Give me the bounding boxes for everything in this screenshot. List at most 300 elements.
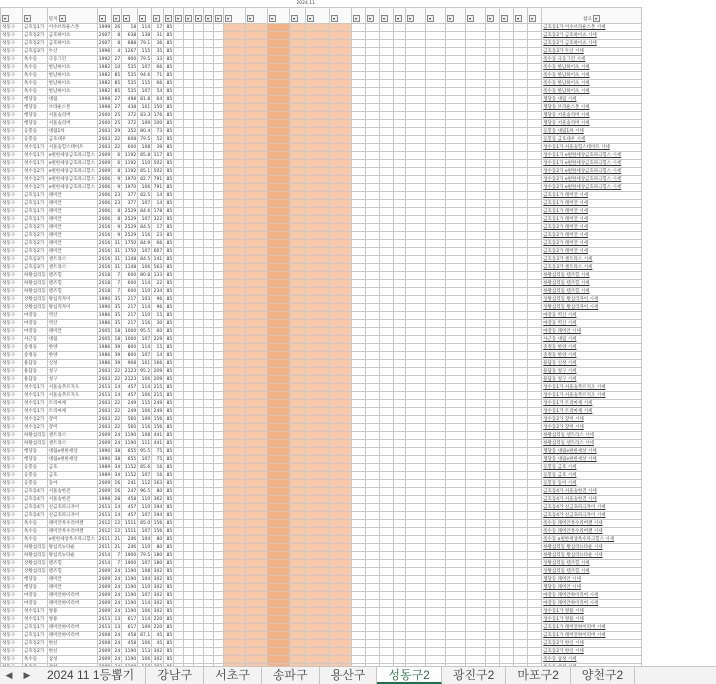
table-cell[interactable] — [528, 296, 542, 304]
table-cell[interactable] — [380, 656, 394, 664]
table-cell[interactable]: 114 — [138, 280, 152, 288]
table-cell[interactable] — [514, 376, 528, 384]
table-cell[interactable] — [290, 392, 306, 400]
table-cell[interactable] — [528, 344, 542, 352]
table-cell[interactable] — [406, 152, 426, 160]
table-cell[interactable]: 1148 — [122, 256, 138, 264]
table-cell[interactable]: 535 — [122, 72, 138, 80]
table-cell[interactable] — [514, 656, 528, 664]
table-cell[interactable] — [204, 368, 214, 376]
table-cell[interactable] — [306, 656, 330, 664]
table-cell[interactable]: 래미안 — [47, 216, 97, 224]
table-cell[interactable] — [194, 360, 204, 368]
table-cell[interactable]: 2009 — [98, 161, 111, 166]
table-row[interactable] — [1, 544, 642, 552]
table-cell[interactable]: 성동구 — [1, 24, 23, 32]
table-cell[interactable]: 성동구 — [1, 168, 23, 176]
table-cell[interactable] — [330, 536, 352, 544]
table-cell[interactable] — [204, 520, 214, 528]
reference-link[interactable]: 금호동2가 금호하이츠 시세 — [542, 32, 642, 40]
table-cell[interactable] — [174, 360, 184, 368]
table-cell[interactable]: 2018 — [98, 281, 111, 286]
table-cell[interactable] — [528, 128, 542, 136]
table-cell[interactable] — [514, 360, 528, 368]
table-cell[interactable]: 535 — [122, 88, 138, 96]
table-cell[interactable] — [214, 344, 224, 352]
table-cell[interactable]: 성동구 — [1, 72, 23, 80]
table-cell[interactable]: 24 — [112, 568, 122, 576]
table-cell[interactable]: 85 — [112, 88, 122, 96]
table-cell[interactable] — [352, 144, 366, 152]
table-cell[interactable] — [214, 408, 224, 416]
table-cell[interactable] — [466, 424, 486, 432]
table-cell[interactable] — [290, 584, 306, 592]
table-cell[interactable] — [246, 56, 268, 64]
table-cell[interactable] — [306, 192, 330, 200]
table-cell[interactable] — [306, 224, 330, 232]
table-cell[interactable] — [500, 272, 514, 280]
table-cell[interactable] — [394, 224, 406, 232]
table-cell[interactable] — [406, 392, 426, 400]
reference-link[interactable]: 옥수동 삼성 시세 — [542, 656, 642, 664]
table-cell[interactable]: 85.0 — [138, 520, 152, 528]
table-cell[interactable] — [268, 240, 290, 248]
table-cell[interactable]: 성동구 — [1, 408, 23, 416]
table-cell[interactable]: 한양 — [47, 344, 97, 352]
table-cell[interactable] — [246, 536, 268, 544]
table-cell[interactable] — [330, 144, 352, 152]
table-row[interactable] — [1, 208, 642, 216]
column-header[interactable] — [194, 8, 204, 24]
table-cell[interactable]: 성동구 — [1, 432, 23, 440]
table-cell[interactable] — [366, 80, 380, 88]
table-cell[interactable] — [204, 256, 214, 264]
table-cell[interactable] — [500, 560, 514, 568]
table-cell[interactable] — [184, 160, 194, 168]
table-cell[interactable] — [394, 352, 406, 360]
table-cell[interactable] — [214, 568, 224, 576]
filter-dropdown-icon[interactable] — [113, 15, 120, 22]
table-cell[interactable] — [426, 416, 446, 424]
table-cell[interactable] — [268, 384, 290, 392]
table-cell[interactable] — [184, 232, 194, 240]
table-cell[interactable] — [194, 440, 204, 448]
table-cell[interactable] — [380, 456, 394, 464]
table-cell[interactable] — [246, 528, 268, 536]
table-cell[interactable] — [246, 560, 268, 568]
table-cell[interactable] — [446, 512, 466, 520]
table-row[interactable] — [1, 192, 642, 200]
table-cell[interactable] — [446, 384, 466, 392]
table-cell[interactable] — [214, 224, 224, 232]
table-cell[interactable]: 246 — [122, 536, 138, 544]
filter-dropdown-icon[interactable] — [139, 15, 146, 22]
column-header[interactable] — [542, 8, 642, 24]
table-cell[interactable] — [268, 272, 290, 280]
table-cell[interactable] — [268, 656, 290, 664]
table-cell[interactable] — [224, 96, 246, 104]
table-cell[interactable] — [184, 592, 194, 600]
table-cell[interactable] — [268, 472, 290, 480]
table-cell[interactable] — [426, 504, 446, 512]
table-cell[interactable] — [380, 496, 394, 504]
table-cell[interactable] — [426, 56, 446, 64]
reference-link[interactable]: 응봉동 금호대우 시세 — [542, 136, 642, 144]
table-cell[interactable] — [174, 104, 184, 112]
table-cell[interactable] — [528, 472, 542, 480]
table-cell[interactable]: 16 — [112, 488, 122, 496]
table-cell[interactable] — [426, 48, 446, 56]
table-cell[interactable] — [426, 80, 446, 88]
table-cell[interactable]: 1190 — [122, 600, 138, 608]
table-cell[interactable]: 107 — [138, 456, 152, 464]
table-cell[interactable] — [306, 488, 330, 496]
table-cell[interactable] — [290, 272, 306, 280]
table-cell[interactable]: 2009 — [98, 601, 111, 606]
table-cell[interactable] — [204, 552, 214, 560]
table-cell[interactable] — [290, 232, 306, 240]
table-cell[interactable] — [366, 48, 380, 56]
table-cell[interactable] — [204, 264, 214, 272]
table-cell[interactable] — [174, 224, 184, 232]
table-cell[interactable]: 114 — [138, 616, 152, 624]
table-cell[interactable] — [486, 64, 500, 72]
table-cell[interactable] — [446, 216, 466, 224]
table-cell[interactable] — [500, 280, 514, 288]
table-cell[interactable]: 하왕십리동 — [24, 281, 46, 286]
table-cell[interactable]: 성동구 — [1, 496, 23, 504]
table-cell[interactable] — [184, 632, 194, 640]
table-cell[interactable] — [306, 168, 330, 176]
table-cell[interactable] — [268, 584, 290, 592]
table-cell[interactable] — [246, 344, 268, 352]
table-cell[interactable] — [224, 624, 246, 632]
table-cell[interactable] — [500, 472, 514, 480]
table-cell[interactable]: 금호 — [47, 472, 97, 480]
table-cell[interactable]: 래미안하이리버 — [47, 632, 97, 640]
table-row[interactable] — [1, 64, 642, 72]
table-cell[interactable] — [246, 88, 268, 96]
table-cell[interactable] — [366, 480, 380, 488]
filter-dropdown-icon[interactable] — [407, 15, 414, 22]
table-cell[interactable]: 성동구 — [1, 360, 23, 368]
table-cell[interactable] — [446, 72, 466, 80]
table-cell[interactable] — [500, 648, 514, 656]
table-cell[interactable] — [486, 360, 500, 368]
table-cell[interactable] — [268, 48, 290, 56]
table-cell[interactable]: 텐즈힐 — [47, 568, 97, 576]
table-cell[interactable] — [466, 104, 486, 112]
table-cell[interactable]: 서울숲한진 — [47, 496, 97, 504]
table-cell[interactable]: 33 — [152, 56, 164, 64]
table-cell[interactable] — [214, 56, 224, 64]
table-cell[interactable]: e편한세상금호파크힐스 — [47, 176, 97, 184]
table-cell[interactable] — [268, 192, 290, 200]
table-cell[interactable]: 457 — [122, 504, 138, 512]
table-cell[interactable]: 107 — [138, 248, 152, 256]
table-cell[interactable] — [394, 96, 406, 104]
table-cell[interactable] — [246, 352, 268, 360]
table-cell[interactable]: 800 — [122, 344, 138, 352]
table-cell[interactable] — [204, 648, 214, 656]
table-cell[interactable]: 73 — [152, 128, 164, 136]
table-cell[interactable] — [268, 560, 290, 568]
table-cell[interactable] — [194, 656, 204, 664]
table-cell[interactable]: 1989 — [98, 465, 111, 470]
prev-sheet-arrow[interactable]: ◀ — [5, 670, 13, 680]
table-cell[interactable] — [174, 568, 184, 576]
table-cell[interactable] — [352, 408, 366, 416]
table-cell[interactable] — [426, 616, 446, 624]
table-cell[interactable] — [466, 624, 486, 632]
table-cell[interactable] — [174, 40, 184, 48]
table-cell[interactable] — [380, 144, 394, 152]
table-cell[interactable]: 87.1 — [138, 632, 152, 640]
table-cell[interactable]: 85 — [164, 104, 174, 112]
table-cell[interactable]: 83.3 — [138, 112, 152, 120]
table-cell[interactable] — [514, 256, 528, 264]
reference-link[interactable]: 용답동 청구 시세 — [542, 376, 642, 384]
table-cell[interactable] — [290, 408, 306, 416]
column-header[interactable] — [426, 8, 446, 24]
reference-link[interactable]: 금호동1가 래미안 시세 — [542, 200, 642, 208]
table-cell[interactable] — [426, 216, 446, 224]
column-header[interactable] — [184, 8, 194, 24]
table-cell[interactable] — [290, 640, 306, 648]
table-cell[interactable] — [268, 448, 290, 456]
table-cell[interactable] — [214, 584, 224, 592]
table-cell[interactable] — [528, 48, 542, 56]
table-cell[interactable]: 502 — [153, 169, 163, 174]
table-cell[interactable] — [246, 488, 268, 496]
table-cell[interactable]: 이수브라운스톤 — [47, 24, 97, 32]
table-cell[interactable] — [394, 568, 406, 576]
table-cell[interactable]: 금호동2가 — [23, 40, 48, 48]
table-cell[interactable]: 12 — [112, 528, 122, 536]
table-cell[interactable]: 한양 — [47, 352, 97, 360]
table-cell[interactable] — [500, 504, 514, 512]
table-cell[interactable] — [366, 600, 380, 608]
table-cell[interactable] — [214, 392, 224, 400]
table-cell[interactable] — [486, 432, 500, 440]
table-cell[interactable]: 1992 — [98, 57, 111, 62]
table-cell[interactable] — [184, 496, 194, 504]
table-cell[interactable]: 옥수동 — [23, 72, 48, 80]
table-cell[interactable] — [528, 160, 542, 168]
table-cell[interactable] — [330, 176, 352, 184]
table-cell[interactable] — [446, 312, 466, 320]
table-cell[interactable] — [466, 488, 486, 496]
column-header[interactable] — [47, 8, 97, 24]
reference-link[interactable]: 성수동1가 트리마제 시세 — [542, 408, 642, 416]
table-cell[interactable] — [406, 648, 426, 656]
table-cell[interactable] — [246, 616, 268, 624]
reference-link[interactable]: 금호동2가 래미안 시세 — [542, 232, 642, 240]
table-cell[interactable]: 85 — [164, 176, 174, 184]
table-row[interactable] — [1, 328, 642, 336]
table-cell[interactable]: 래미안옥수리버젠 — [47, 528, 97, 536]
table-cell[interactable]: 성동구 — [1, 32, 23, 40]
table-cell[interactable] — [204, 48, 214, 56]
table-cell[interactable]: 성동구 — [1, 264, 23, 272]
table-cell[interactable] — [406, 600, 426, 608]
table-cell[interactable]: 2003 — [98, 369, 111, 374]
table-cell[interactable] — [352, 136, 366, 144]
table-cell[interactable] — [330, 384, 352, 392]
table-cell[interactable] — [486, 528, 500, 536]
table-cell[interactable]: 1998 — [98, 497, 111, 502]
reference-link[interactable]: 성수동1가 서울숲푸르지오 시세 — [542, 392, 642, 400]
table-cell[interactable] — [406, 184, 426, 192]
table-cell[interactable] — [224, 592, 246, 600]
table-cell[interactable]: 26 — [112, 24, 122, 32]
table-cell[interactable] — [466, 24, 486, 32]
table-cell[interactable] — [290, 552, 306, 560]
table-cell[interactable] — [394, 56, 406, 64]
table-cell[interactable] — [394, 456, 406, 464]
table-cell[interactable] — [366, 136, 380, 144]
filter-dropdown-icon[interactable] — [427, 15, 434, 22]
table-cell[interactable] — [528, 648, 542, 656]
table-row[interactable] — [1, 592, 642, 600]
table-cell[interactable]: 14 — [112, 392, 122, 400]
table-cell[interactable] — [352, 208, 366, 216]
table-cell[interactable]: 85 — [164, 352, 174, 360]
table-cell[interactable] — [486, 576, 500, 584]
table-cell[interactable] — [214, 456, 224, 464]
table-cell[interactable]: e편한세상금호파크힐스 — [47, 160, 97, 168]
table-cell[interactable]: 85 — [164, 528, 174, 536]
table-cell[interactable] — [174, 624, 184, 632]
table-cell[interactable] — [224, 576, 246, 584]
table-cell[interactable] — [528, 240, 542, 248]
table-cell[interactable] — [306, 248, 330, 256]
table-cell[interactable]: 성동구 — [1, 344, 23, 352]
table-cell[interactable] — [174, 600, 184, 608]
table-cell[interactable] — [394, 408, 406, 416]
table-cell[interactable]: 1750 — [122, 248, 138, 256]
table-cell[interactable]: 성동구 — [1, 152, 23, 160]
table-cell[interactable]: 금호동2가 — [23, 248, 48, 256]
table-cell[interactable] — [486, 224, 500, 232]
table-cell[interactable] — [184, 208, 194, 216]
reference-link[interactable]: 성수동2가 e편한세상금호파크힐스 시세 — [542, 176, 642, 184]
table-cell[interactable]: 응봉동 — [23, 472, 48, 480]
table-cell[interactable] — [394, 72, 406, 80]
table-cell[interactable] — [224, 200, 246, 208]
table-cell[interactable]: 성동구 — [1, 232, 23, 240]
table-cell[interactable] — [446, 128, 466, 136]
table-cell[interactable]: e편한세상옥수파크힐스 — [47, 536, 97, 544]
table-row[interactable] — [1, 472, 642, 480]
table-cell[interactable] — [246, 208, 268, 216]
column-header[interactable] — [224, 8, 246, 24]
table-cell[interactable] — [224, 40, 246, 48]
table-row[interactable] — [1, 288, 642, 296]
table-cell[interactable] — [528, 560, 542, 568]
table-cell[interactable]: 2003 — [98, 425, 111, 430]
table-row[interactable] — [1, 336, 642, 344]
table-cell[interactable] — [528, 360, 542, 368]
table-cell[interactable] — [366, 384, 380, 392]
table-cell[interactable] — [500, 592, 514, 600]
table-cell[interactable] — [246, 360, 268, 368]
table-cell[interactable] — [214, 296, 224, 304]
table-cell[interactable]: 성동구 — [1, 424, 23, 432]
table-cell[interactable] — [406, 168, 426, 176]
table-cell[interactable] — [204, 640, 214, 648]
table-cell[interactable]: 성동구 — [1, 312, 23, 320]
table-cell[interactable] — [184, 488, 194, 496]
table-cell[interactable] — [514, 528, 528, 536]
table-cell[interactable] — [426, 552, 446, 560]
table-cell[interactable] — [290, 48, 306, 56]
table-cell[interactable]: 84.9 — [138, 240, 152, 248]
table-cell[interactable] — [500, 448, 514, 456]
table-cell[interactable]: 7 — [112, 552, 122, 560]
table-cell[interactable]: 560 — [122, 424, 138, 432]
table-cell[interactable] — [194, 312, 204, 320]
table-cell[interactable] — [528, 312, 542, 320]
table-cell[interactable] — [352, 544, 366, 552]
table-cell[interactable] — [306, 536, 330, 544]
table-cell[interactable] — [330, 56, 352, 64]
table-cell[interactable] — [366, 536, 380, 544]
table-cell[interactable]: 18 — [122, 24, 138, 32]
table-cell[interactable] — [184, 296, 194, 304]
table-cell[interactable] — [214, 184, 224, 192]
table-cell[interactable] — [214, 280, 224, 288]
table-cell[interactable] — [380, 536, 394, 544]
table-cell[interactable]: 성동구 — [1, 456, 23, 464]
table-cell[interactable] — [486, 48, 500, 56]
table-cell[interactable] — [500, 480, 514, 488]
table-cell[interactable]: 금호동4가 — [23, 488, 48, 496]
table-cell[interactable]: 791 — [153, 185, 163, 190]
table-cell[interactable]: 13 — [112, 624, 122, 632]
table-cell[interactable]: 벽산 — [47, 312, 97, 320]
table-cell[interactable] — [204, 56, 214, 64]
table-cell[interactable]: 성동구 — [1, 568, 23, 576]
table-cell[interactable] — [184, 528, 194, 536]
table-cell[interactable] — [224, 136, 246, 144]
table-cell[interactable] — [366, 32, 380, 40]
table-cell[interactable]: 1190 — [122, 440, 138, 448]
table-cell[interactable]: 85 — [164, 192, 174, 200]
table-cell[interactable] — [380, 24, 394, 32]
table-cell[interactable] — [352, 592, 366, 600]
table-cell[interactable] — [380, 472, 394, 480]
table-cell[interactable] — [224, 360, 246, 368]
table-cell[interactable] — [174, 240, 184, 248]
table-cell[interactable] — [290, 168, 306, 176]
table-cell[interactable] — [500, 608, 514, 616]
column-header[interactable] — [23, 8, 48, 24]
table-cell[interactable] — [184, 472, 194, 480]
table-cell[interactable] — [466, 328, 486, 336]
table-cell[interactable] — [268, 216, 290, 224]
table-cell[interactable] — [194, 424, 204, 432]
table-cell[interactable] — [426, 368, 446, 376]
table-cell[interactable] — [224, 160, 246, 168]
table-cell[interactable]: 응봉동 — [23, 480, 48, 488]
table-cell[interactable] — [184, 320, 194, 328]
table-cell[interactable] — [194, 368, 204, 376]
table-cell[interactable] — [214, 96, 224, 104]
table-cell[interactable]: 85 — [164, 144, 174, 152]
reference-link[interactable]: 금호동1가 래미안하이리버 시세 — [542, 624, 642, 632]
table-cell[interactable] — [194, 168, 204, 176]
